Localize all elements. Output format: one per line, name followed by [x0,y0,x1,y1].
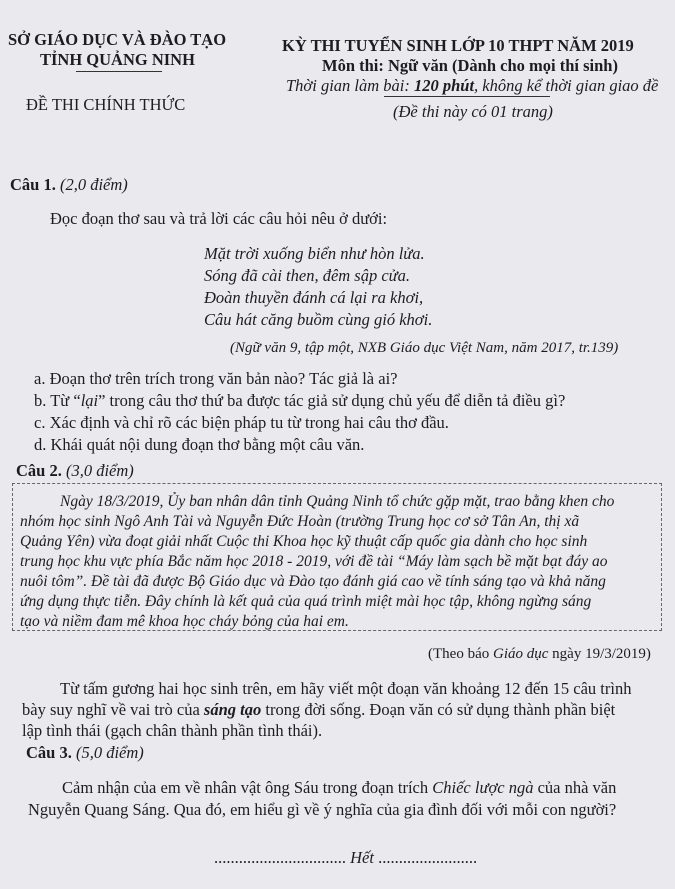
poem-source: (Ngữ văn 9, tập một, NXB Giáo dục Việt Nam, năm 2017, tr.139) [230,340,619,356]
q2-task-line-2-prefix: bày suy nghĩ về vai trò của [22,700,204,719]
province-name: TỈNH QUẢNG NINH [40,50,195,69]
q3-work-title: Chiếc lược ngà [432,778,534,797]
poem-line-4: Câu hát căng buồm cùng gió khơi. [204,310,433,329]
poem-line-1: Mặt trời xuống biển như hòn lửa. [204,244,425,263]
end-word: Hết [350,848,374,867]
q1-item-c: c. Xác định và chỉ rõ các biện pháp tu từ trong hai câu thơ đầu. [34,413,449,432]
exam-title: KỲ THI TUYỂN SINH LỚP 10 THPT NĂM 2019 [282,36,634,55]
q1-item-d: d. Khái quát nội dung đoạn thơ bằng một câu văn. [34,435,365,454]
q3-line-1 [62,778,616,798]
subject-line [322,56,618,76]
end-dots-right: ........................ [378,848,478,867]
page-count-note: (Đề thi này có 01 trang) [393,102,553,121]
end-dots-left: ................................ [214,848,346,867]
department-name: SỞ GIÁO DỤC VÀ ĐÀO TẠO [8,30,227,49]
q1-item-b-word: lại [80,391,99,410]
passage-line-4: trung học khu vực phía Bắc năm học 2018 - 2019, với đề tài “Máy làm sạch bề mặt bạt đáy ao [20,553,608,570]
q3-line-1-prefix: Cảm nhận của em về nhân vật ông Sáu trong đoạn trích [62,778,433,797]
time-suffix: , không kể thời gian giao đề [474,76,659,95]
passage-line-1: Ngày 18/3/2019, Ủy ban nhân dân tỉnh Quảng Ninh tổ chức gặp mặt, trao bằng khen cho [60,493,615,510]
passage-line-3: Quảng Yên) vừa đoạt giải nhất Cuộc thi Khoa học kỹ thuật cấp quốc gia dành cho học sinh [20,533,588,550]
q3-label: Câu 3. [26,743,72,762]
q2-task-line-2 [22,700,615,720]
q1-points: (2,0 điểm) [59,175,128,194]
time-line [286,76,658,96]
q1-heading [10,175,128,195]
q1-intro: Đọc đoạn thơ sau và trả lời các câu hỏi nêu ở dưới: [50,209,388,228]
header-right-rule [384,96,550,97]
q2-label: Câu 2. [16,461,62,480]
official-exam-label: ĐỀ THI CHÍNH THỨC [26,95,186,114]
poem-line-2: Sóng đã cài then, đêm sập cửa. [204,266,411,285]
q1-item-b-suffix: ” trong câu thơ thứ ba được tác giả sử dụng chủ yếu để diễn tả điều gì? [98,391,566,410]
q2-task-line-3: lập tình thái (gạch chân thành phần tình thái). [22,721,323,740]
q2-task-line-2-suffix: trong đời sống. Đoạn văn có sử dụng thành phần biệt [261,700,616,719]
subject-text: Môn thi: Ngữ văn (Dành cho mọi thí sinh) [322,56,618,75]
q3-points: (5,0 điểm) [75,743,144,762]
q2-task-keyword: sáng tạo [203,700,262,719]
passage-line-6: ứng dụng thực tiễn. Đây chính là kết quả của quá trình miệt mài học tập, không ngừng sáng [20,593,592,610]
q2-task-line-1: Từ tấm gương hai học sinh trên, em hãy viết một đoạn văn khoảng 12 đến 15 câu trình [60,679,632,698]
passage-source-paper: Giáo dục [492,646,549,662]
passage-source [428,646,651,663]
passage-line-5: nuôi tôm”. Đề tài đã được Bộ Giáo dục và Đào tạo đánh giá cao về tính sáng tạo và khả năng [20,573,606,590]
poem-line-3: Đoàn thuyền đánh cá lại ra khơi, [204,288,424,307]
passage-line-2: nhóm học sinh Ngô Anh Tài và Nguyễn Đức Hoàn (trường Trung học cơ sở Tân An, thị xã [20,513,580,530]
q1-item-b-prefix: b. Từ “ [34,391,81,410]
q1-label: Câu 1. [10,175,56,194]
q3-heading [26,743,144,763]
q3-line-2: Nguyễn Quang Sáng. Qua đó, em hiểu gì về ý nghĩa của gia đình đối với mỗi con người? [28,800,617,819]
q3-line-1-suffix: của nhà văn [533,778,617,797]
q1-item-b [34,391,565,411]
q2-points: (3,0 điểm) [65,461,134,480]
passage-line-7: tạo và niềm đam mê khoa học cháy bỏng của hai em. [20,613,349,630]
passage-source-prefix: (Theo báo [428,646,493,662]
header-left-rule [76,71,162,72]
end-marker [214,848,477,868]
passage-source-suffix: ngày 19/3/2019) [548,646,651,662]
q1-item-a: a. Đoạn thơ trên trích trong văn bản nào? Tác giả là ai? [34,369,398,388]
q2-heading [16,461,134,481]
time-value: 120 phút [413,76,475,95]
time-prefix: Thời gian làm bài: [286,76,414,95]
